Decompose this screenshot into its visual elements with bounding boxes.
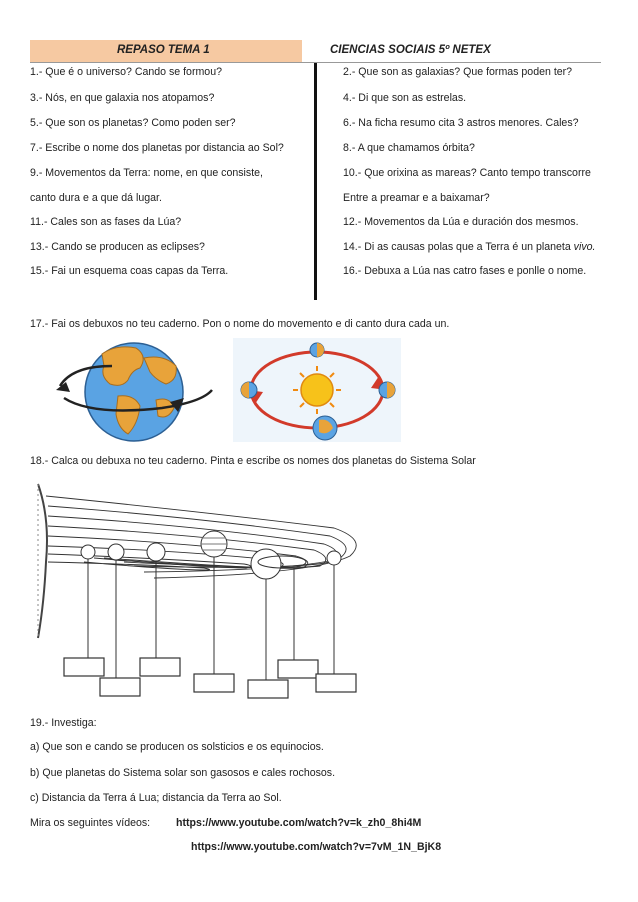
- solar-system-diagram: [34, 478, 384, 700]
- question-5: 5.- Que son os planetas? Como poden ser?: [30, 117, 236, 129]
- planets: [81, 531, 341, 579]
- question-2: 2.- Que son as galaxias? Que formas poden ter?: [343, 66, 573, 78]
- question-4: 4.- Di que son as estrelas.: [343, 92, 467, 104]
- question-19-c: c) Distancia da Terra á Lua; distancia da Terra ao Sol.: [30, 792, 282, 804]
- question-7: 7.- Escribe o nome dos planetas por distancia ao Sol?: [30, 142, 284, 154]
- planet-earth-icon: [147, 543, 165, 561]
- question-19-b: b) Que planetas do Sistema solar son gasosos e cales rochosos.: [30, 767, 336, 779]
- planet-uranus-icon: [327, 551, 341, 565]
- question-6: 6.- Na ficha resumo cita 3 astros menores. Cales?: [343, 117, 579, 129]
- planet-jupiter-icon: [251, 549, 281, 579]
- question-3: 3.- Nós, en que galaxia nos atopamos?: [30, 92, 215, 104]
- question-14-text: 14.- Di as causas polas que a Terra é un planeta: [343, 241, 574, 253]
- question-11: 11.- Cales son as fases da Lúa?: [30, 216, 182, 228]
- header-title: REPASO TEMA 1: [117, 44, 210, 56]
- label-box-3: [140, 658, 180, 676]
- label-box-2: [100, 678, 140, 696]
- earth-revolution-illustration: [233, 338, 401, 442]
- question-12: 12.- Movementos da Lúa e duración dos mesmos.: [343, 216, 579, 228]
- label-box-6: [278, 660, 318, 678]
- question-14-italic: vivo.: [573, 241, 596, 253]
- earth-rotation-illustration: [52, 336, 216, 444]
- question-15: 15.- Fai un esquema coas capas da Terra.: [30, 265, 229, 277]
- question-14: [343, 241, 595, 253]
- question-10-cont: Entre a preamar e a baixamar?: [343, 192, 490, 204]
- orbit-lines: [46, 496, 356, 578]
- question-10: 10.- Que orixina as mareas? Canto tempo transcorre: [343, 167, 591, 179]
- video-link-1[interactable]: https://www.youtube.com/watch?v=k_zh0_8hi4M: [176, 817, 422, 829]
- header-subject: CIENCIAS SOCIAIS 5º NETEX: [330, 44, 491, 56]
- column-divider: [314, 63, 317, 300]
- planet-venus-icon: [108, 544, 124, 560]
- label-box-4: [194, 674, 234, 692]
- question-1: 1.- Que é o universo? Cando se formou?: [30, 66, 222, 78]
- question-8: 8.- A que chamamos órbita?: [343, 142, 475, 154]
- question-19-a: a) Que son e cando se producen os solsticios e os equinocios.: [30, 741, 324, 753]
- label-boxes: [64, 658, 356, 698]
- question-18: 18.- Calca ou debuxa no teu caderno. Pinta e escribe os nomes dos planetas do Sistema Solar: [30, 455, 476, 467]
- videos-label: Mira os seguintes vídeos:: [30, 817, 151, 829]
- question-9: 9.- Movementos da Terra: nome, en que consiste,: [30, 167, 263, 179]
- label-box-1: [64, 658, 104, 676]
- planet-mercury-icon: [81, 545, 95, 559]
- question-9-cont: canto dura e a que dá lugar.: [30, 192, 162, 204]
- video-link-2[interactable]: https://www.youtube.com/watch?v=7vM_1N_BjK8: [191, 841, 442, 853]
- question-16: 16.- Debuxa a Lúa nas catro fases e ponlle o nome.: [343, 265, 587, 277]
- question-19-title: 19.- Investiga:: [30, 717, 97, 729]
- question-17: 17.- Fai os debuxos no teu caderno. Pon o nome do movemento e di canto dura cada un.: [30, 318, 450, 330]
- label-box-7: [316, 674, 356, 692]
- sun-edge: [38, 484, 47, 638]
- label-box-5: [248, 680, 288, 698]
- question-13: 13.- Cando se producen as eclipses?: [30, 241, 205, 253]
